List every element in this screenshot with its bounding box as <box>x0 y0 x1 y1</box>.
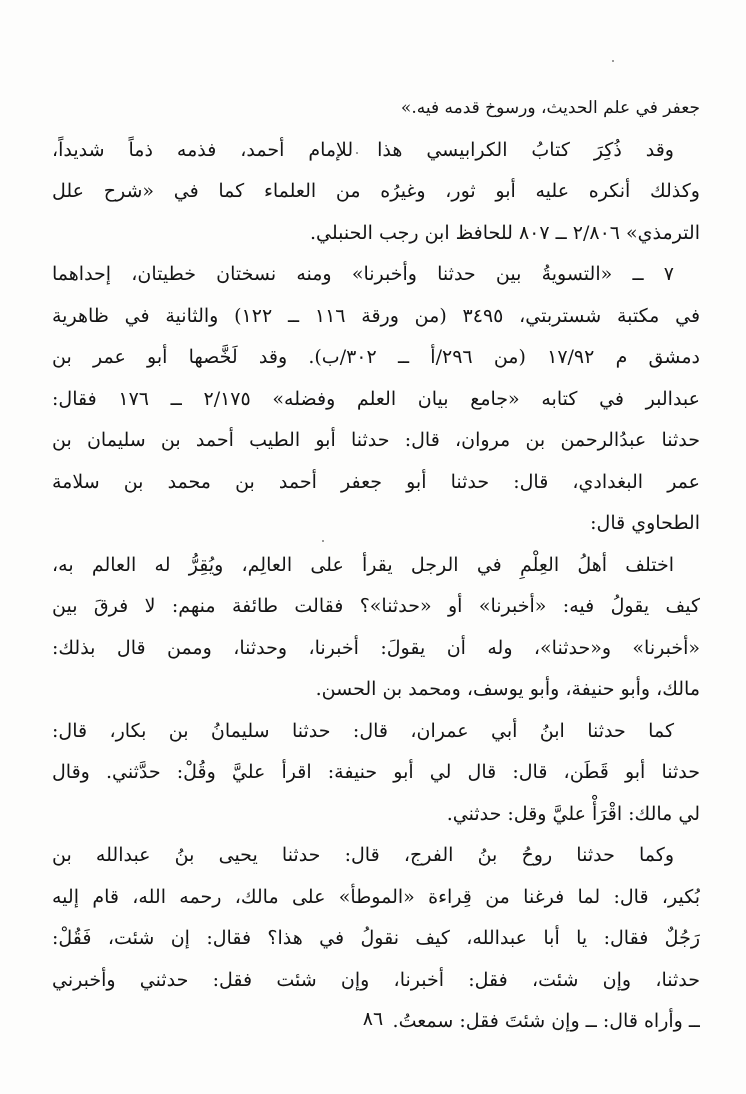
text-line: جعفر في علم الحديث، ورسوخ قدمه فيه.» <box>400 98 700 118</box>
text-line: الطحاوي قال: <box>590 512 700 534</box>
text-line: حدثنا، وإن شئت، فقل: أخبرنا، وإن شئت فقل: حدثني وأخبرني <box>52 968 700 991</box>
text-line: ٧ ــ «التسويةُ بين حدثنا وأخبرنا» ومنه نسختان خطيتان، إحداهما <box>52 263 674 285</box>
text-line: بُكير، قال: لما فرغنا من قِراءة «الموطأ» على مالك، رحمه الله، قام إليه <box>52 885 700 908</box>
page-number: ٨٦ <box>362 1008 384 1030</box>
text-line: الترمذي» ٢/٨٠٦ ــ ٨٠٧ للحافظ ابن رجب الحنبلي. <box>309 221 700 244</box>
text-line: حدثنا عبدُالرحمن بن مروان، قال: حدثنا أبو الطيب أحمد بن سليمان بن <box>52 429 700 451</box>
scan-speck <box>612 60 614 62</box>
text-line: مالك، وأبو حنيفة، وأبو يوسف، ومحمد بن الحسن. <box>315 678 700 700</box>
text-line: حدثنا أبو قَطَن، قال: قال لي أبو حنيفة: اقرأ عليَّ وقُلْ: حدَّثني. وقال <box>52 761 700 783</box>
body-text <box>52 88 700 1043</box>
text-line: وكما حدثنا روحُ بنُ الفرج، قال: حدثنا يحيى بنُ عبدالله بن <box>52 844 674 866</box>
text-line: ــ وأراه قال: ــ وإن شئتَ فقل: سمعتُ. <box>392 1010 700 1032</box>
text-line: «أخبرنا» و«حدثنا»، وله أن يقولَ: أخبرنا، وحدثنا، وممن قال بذلك: <box>52 636 700 659</box>
text-line: عبدالبر في كتابه «جامع بيان العلم وفضله» ٢/١٧٥ ــ ١٧٦ فقال: <box>52 387 700 410</box>
text-line: وكذلك أنكره عليه أبو ثور، وغيرُه من العلماء كما في «شرح علل <box>52 180 700 202</box>
text-line: رَجُلٌ فقال: يا أبا عبدالله، كيف نقولُ في هذا؟ فقال: إن شئت، فَقُلْ: <box>52 927 700 949</box>
text-line: عمر البغدادي، قال: حدثنا أبو جعفر أحمد بن محمد بن سلامة <box>52 470 700 493</box>
text-line: وقد ذُكِرَ كتابُ الكرابيسي هذا للإمام أحمد، فذمه ذماً شديداً، <box>52 138 674 161</box>
text-line: لي مالك: اقْرَأْ عليَّ وقل: حدثني. <box>446 802 700 825</box>
text-line: في مكتبة شستربتي، ٣٤٩٥ (من ورقة ١١٦ ــ ١٢٢) والثانية في ظاهرية <box>52 304 700 327</box>
text-line: كما حدثنا ابنُ أبي عمران، قال: حدثنا سليمانُ بن بكار، قال: <box>52 719 674 742</box>
text-line: دمشق م ١٧/٩٢ (من ٢٩٦/أ ــ ٣٠٢/ب). وقد لَخَّصها أبو عمر بن <box>52 346 700 368</box>
text-line: كيف يقولُ فيه: «أخبرنا» أو «حدثنا»؟ فقالت طائفة منهم: لا فرقَ بين <box>52 595 700 617</box>
text-line: اختلف أهلُ العِلْمِ في الرجل يقرأ على العالِم، ويُقِرُّ له العالم به، <box>52 553 674 576</box>
